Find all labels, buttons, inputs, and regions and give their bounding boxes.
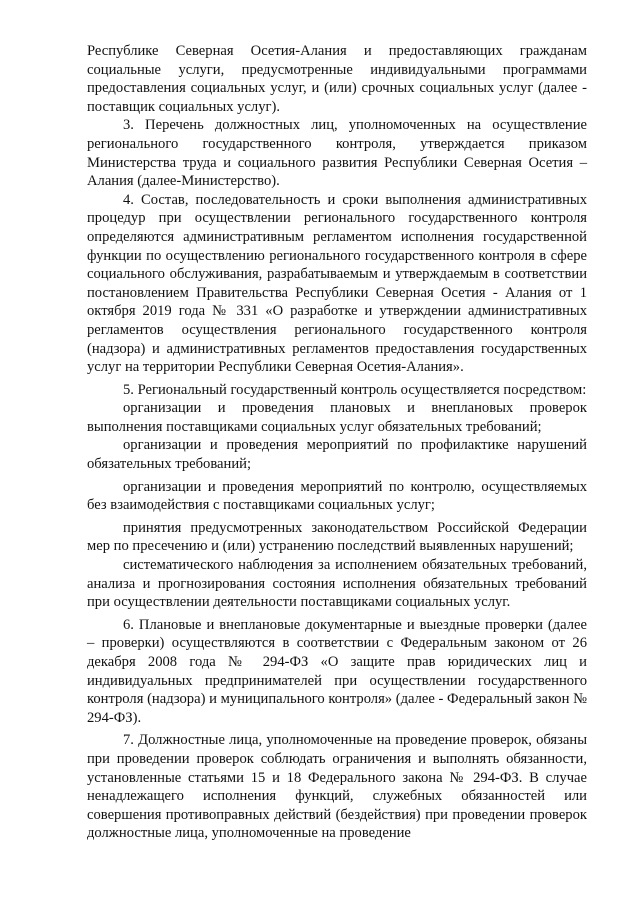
document-body bbox=[87, 42, 587, 843]
list-item-systematic-observation: систематического наблюдения за исполнением обязательных требований, анализа и прогнозирования состояния исполнения обязательных требований при осуществлении деятельности поставщиками социальных услуг. bbox=[87, 557, 587, 611]
list-item-planned-inspections: организации и проведения плановых и внеплановых проверок выполнения поставщиками социальных услуг обязательных требований; bbox=[87, 400, 587, 435]
list-item-suppression-measures: принятия предусмотренных законодательством Российской Федерации мер по пресечению и (или) устранению последствий выявленных нарушений; bbox=[87, 519, 587, 555]
list-item-prevention: организации и проведения мероприятий по профилактике нарушений обязательных требований; bbox=[87, 437, 587, 473]
paragraph-5: 5. Региональный государственный контроль осуществляется посредством: bbox=[123, 381, 587, 398]
paragraph-intro-continuation: Республике Северная Осетия-Алания и предоставляющих гражданам социальные услуги, предусмотренные индивидуальными программами предоставления социальных услуг, и (или) срочных социальных услуг (далее - поставщик социальных услуг). bbox=[87, 43, 587, 115]
paragraph-7: 7. Должностные лица, уполномоченные на проведение проверок, обязаны при проведении проверок соблюдать ограничения и выполнять обязанности, установленные статьями 15 и 18 Федерального закона № 294-ФЗ. В случае ненадлежащего исполнения функций, служебных обязанностей или совершения противоправных действий (бездействия) при проведении проверок должностные лица, уполномоченные на проведение bbox=[87, 732, 587, 842]
paragraph-6: 6. Плановые и внеплановые документарные и выездные проверки (далее – проверки) осуществляются в соответствии с Федеральным законом от 26 декабря 2008 года № 294-ФЗ «О защите прав юридических лиц и индивидуальных предпринимателей при осуществлении государственного контроля (надзора) и муниципального контроля» (далее - Федеральный закон № 294-ФЗ). bbox=[87, 616, 587, 726]
list-item-control-without-interaction: организации и проведения мероприятий по контролю, осуществляемых без взаимодействия с поставщиками социальных услуг; bbox=[87, 478, 587, 514]
paragraph-4: 4. Состав, последовательность и сроки выполнения административных процедур при осуществлении регионального государственного контроля определяются административным регламентом исполнения государственной функции по осуществлению регионального государственного контроля в сфере социального обслуживания, разрабатываемым и утверждаемым в соответствии постановлением Правительства Республики Северная Осетия - Алания от 1 октября 2019 года № 331 «О разработке и утверждении административных регламентов осуществления регионального государственного контроля (надзора) и административных регламентов предоставления государственных услуг на территории Республики Северная Осетия-Алания». bbox=[87, 191, 587, 376]
paragraph-3: 3. Перечень должностных лиц, уполномоченных на осуществление регионального государственного контроля, утверждается приказом Министерства труда и социального развития Республики Северная Осетия – Алания (далее-Министерство). bbox=[87, 117, 587, 190]
